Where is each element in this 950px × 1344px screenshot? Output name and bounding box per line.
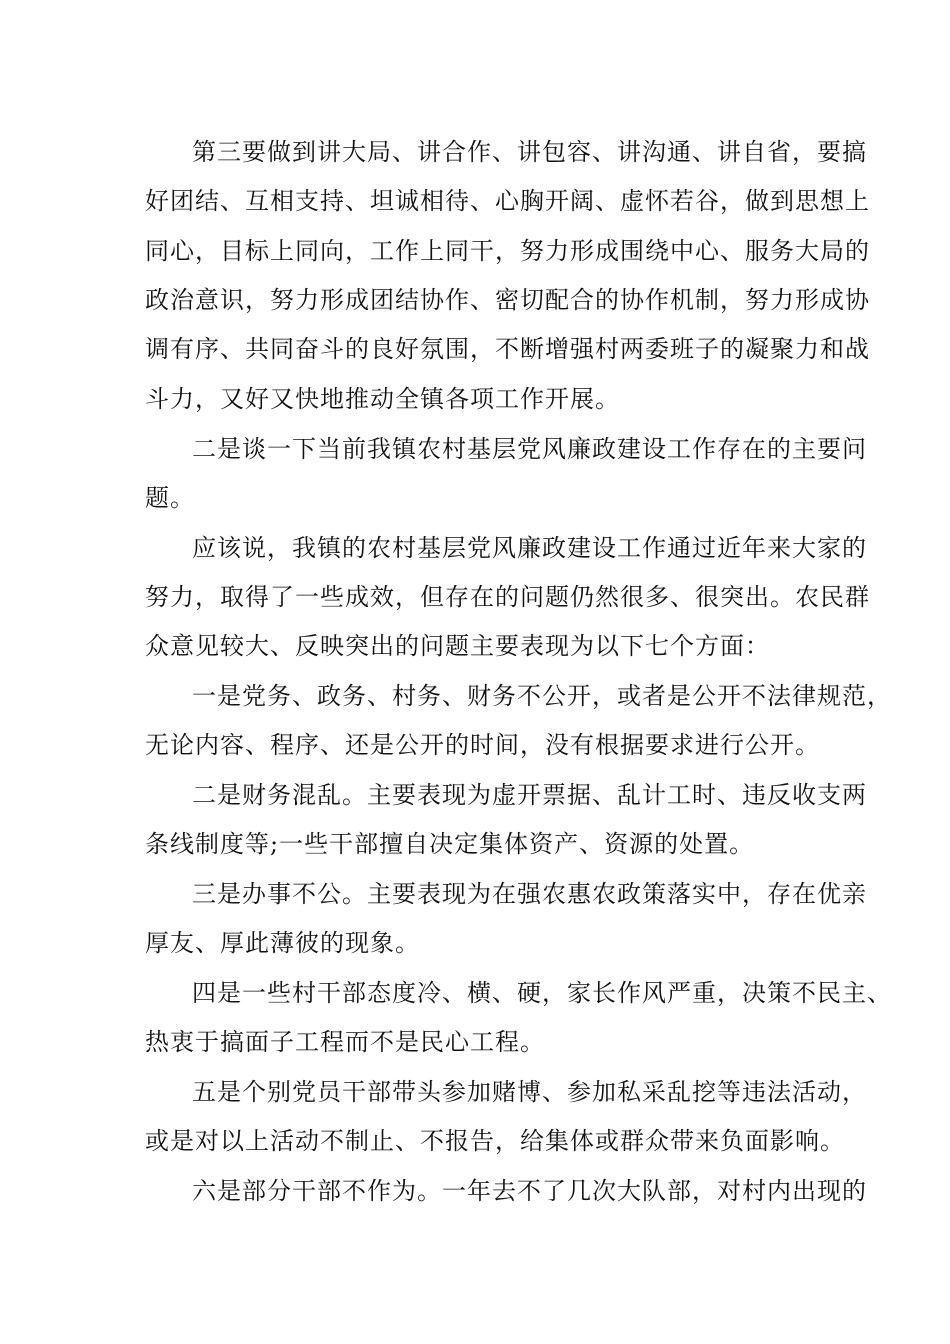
paragraph-line: 厚友、厚此薄彼的现象。 <box>145 929 420 957</box>
paragraph-line: 二是财务混乱。主要表现为虚开票据、乱计工时、违反收支两 <box>192 781 867 809</box>
paragraph-line: 无论内容、程序、还是公开的时间，没有根据要求进行公开。 <box>145 731 820 759</box>
paragraph-line: 第三要做到讲大局、讲合作、讲包容、讲沟通、讲自省，要搞 <box>192 138 867 166</box>
paragraph-line: 众意见较大、反映突出的问题主要表现为以下七个方面： <box>145 632 770 660</box>
paragraph-line: 四是一些村干部态度冷、横、硬，家长作风严重，决策不民主、 <box>192 979 892 1007</box>
paragraph-line: 政治意识，努力形成团结协作、密切配合的协作机制，努力形成协 <box>145 286 870 314</box>
paragraph-line: 条线制度等;一些干部擅自决定集体资产、资源的处置。 <box>145 830 755 858</box>
paragraph-line: 应该说，我镇的农村基层党风廉政建设工作通过近年来大家的 <box>192 534 867 562</box>
paragraph-line: 斗力，又好又快地推动全镇各项工作开展。 <box>145 385 620 413</box>
paragraph-line: 好团结、互相支持、坦诚相待、心胸开阔、虚怀若谷，做到思想上 <box>145 187 870 215</box>
paragraph-line: 同心，目标上同向，工作上同干，努力形成围绕中心、服务大局的 <box>145 237 870 265</box>
paragraph-line: 题。 <box>145 484 195 512</box>
paragraph-line: 六是部分干部不作为。一年去不了几次大队部，对村内出现的 <box>192 1177 867 1205</box>
paragraph-line: 二是谈一下当前我镇农村基层党风廉政建设工作存在的主要问 <box>192 435 867 463</box>
paragraph-line: 或是对以上活动不制止、不报告，给集体或群众带来负面影响。 <box>145 1127 845 1155</box>
paragraph-line: 调有序、共同奋斗的良好氛围，不断增强村两委班子的凝聚力和战 <box>145 335 870 363</box>
paragraph-line: 一是党务、政务、村务、财务不公开，或者是公开不法律规范， <box>192 682 892 710</box>
paragraph-line: 努力，取得了一些成效，但存在的问题仍然很多、很突出。农民群 <box>145 583 870 611</box>
paragraph-line: 热衷于搞面子工程而不是民心工程。 <box>145 1028 545 1056</box>
paragraph-line: 五是个别党员干部带头参加赌博、参加私采乱挖等违法活动， <box>192 1078 867 1106</box>
paragraph-line: 三是办事不公。主要表现为在强农惠农政策落实中，存在优亲 <box>192 880 867 908</box>
